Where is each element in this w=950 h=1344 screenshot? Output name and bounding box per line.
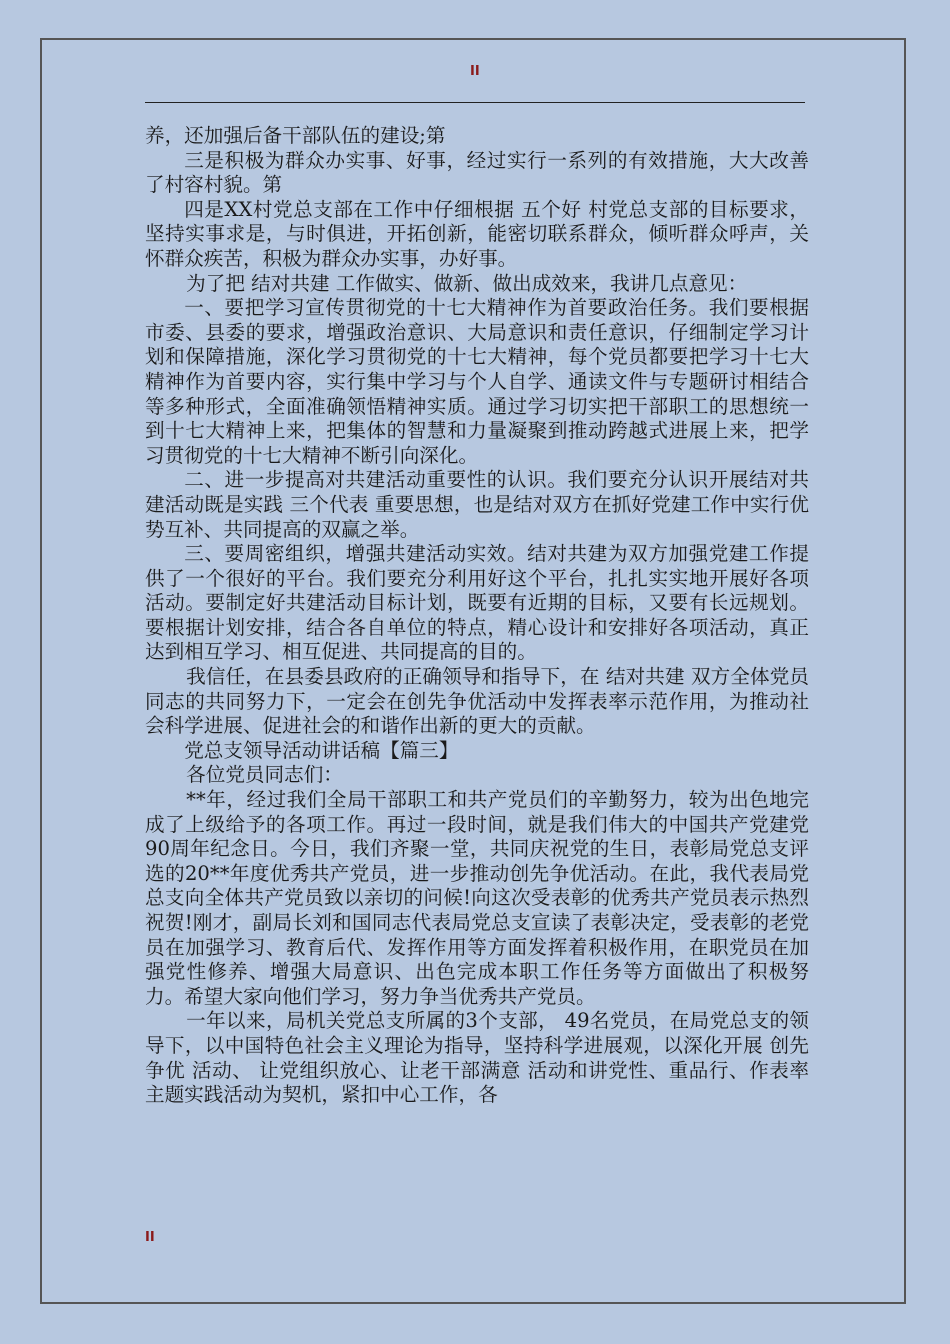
paragraph: 一、要把学习宣传贯彻党的十七大精神作为首要政治任务。我们要根据市委、县委的要求，增强政治意识、大局意识和责任意识，仔细制定学习计划和保障措施，深化学习贯彻党的十七大精神，每个党员都要把学习十七大精神作为首要内容，实行集中学习与个人自学、通读文件与专题研讨相结合等多种形式，全面准确领悟精神实质。通过学习切实把干部职工的思想统一到十七大精神上来，把集体的智慧和力量凝聚到推动跨越式进展上来，把学习贯彻党的十七大精神不断引向深化。 <box>145 296 809 467</box>
paragraph: 为了把 结对共建 工作做实、做新、做出成效来，我讲几点意见： <box>186 271 748 295</box>
footer-mark: II <box>145 1230 155 1245</box>
document-body <box>145 124 809 1108</box>
paragraph: 我信任，在县委县政府的正确领导和指导下，在 结对共建 双方全体党员同志的共同努力下，一定会在创先争优活动中发挥表率示范作用，为推动社会科学进展、促进社会的和谐作出新的更大的贡献。 <box>145 665 809 738</box>
paragraph: 三、要周密组织，增强共建活动实效。结对共建为双方加强党建工作提供了一个很好的平台。我们要充分利用好这个平台，扎扎实实地开展好各项活动。要制定好共建活动目标计划，既要有近期的目标，又要有长远规划。要根据计划安排，结合各自单位的特点，精心设计和安排好各项活动，真正达到相互学习、相互促进、共同提高的目的。 <box>145 542 809 664</box>
paragraph: 三是积极为群众办实事、好事，经过实行一系列的有效措施，大大改善了村容村貌。第 <box>145 148 809 197</box>
section-heading: 党总支领导活动讲话稿【篇三】 <box>184 738 459 762</box>
header-mark: II <box>470 64 480 79</box>
paragraph: 四是XX村党总支部在工作中仔细根据 五个好 村党总支部的目标要求，坚持实事求是，与时俱进，开拓创新，能密切联系群众，倾听群众呼声，关怀群众疾苦，积极为群众办实事，办好事。 <box>145 197 809 270</box>
header-rule <box>145 102 805 103</box>
paragraph: **年，经过我们全局干部职工和共产党员们的辛勤努力，较为出色地完成了上级给予的各项工作。再过一段时间，就是我们伟大的中国共产党建党90周年纪念日。今日，我们齐聚一堂，共同庆祝党的生日，表彰局党总支评选的20**年度优秀共产党员，进一步推动创先争优活动。在此，我代表局党总支向全体共产党员致以亲切的问候!向这次受表彰的优秀共产党员表示热烈祝贺!刚才，副局长刘和国同志代表局党总支宣读了表彰决定，受表彰的老党员在加强学习、教育后代、发挥作用等方面发挥着积极作用，在职党员在加强党性修养、增强大局意识、出色完成本职工作任务等方面做出了积极努力。希望大家向他们学习，努力争当优秀共产党员。 <box>145 788 809 1008</box>
salutation: 各位党员同志们： <box>186 763 343 787</box>
paragraph: 一年以来，局机关党总支所属的3个支部， 49名党员，在局党总支的领导下，以中国特色社会主义理论为指导，坚持科学进展观，以深化开展 创先争优 活动、 让党组织放心、让老干部满意 活动和讲党性、重品行、作表率 主题实践活动为契机，紧扣中心工作，各 <box>145 1009 809 1107</box>
paragraph: 二、进一步提高对共建活动重要性的认识。我们要充分认识开展结对共建活动既是实践 三个代表 重要思想，也是结对双方在抓好党建工作中实行优势互补、共同提高的双赢之举。 <box>145 468 809 541</box>
paragraph: 养，还加强后备干部队伍的建设;第 <box>145 124 446 147</box>
